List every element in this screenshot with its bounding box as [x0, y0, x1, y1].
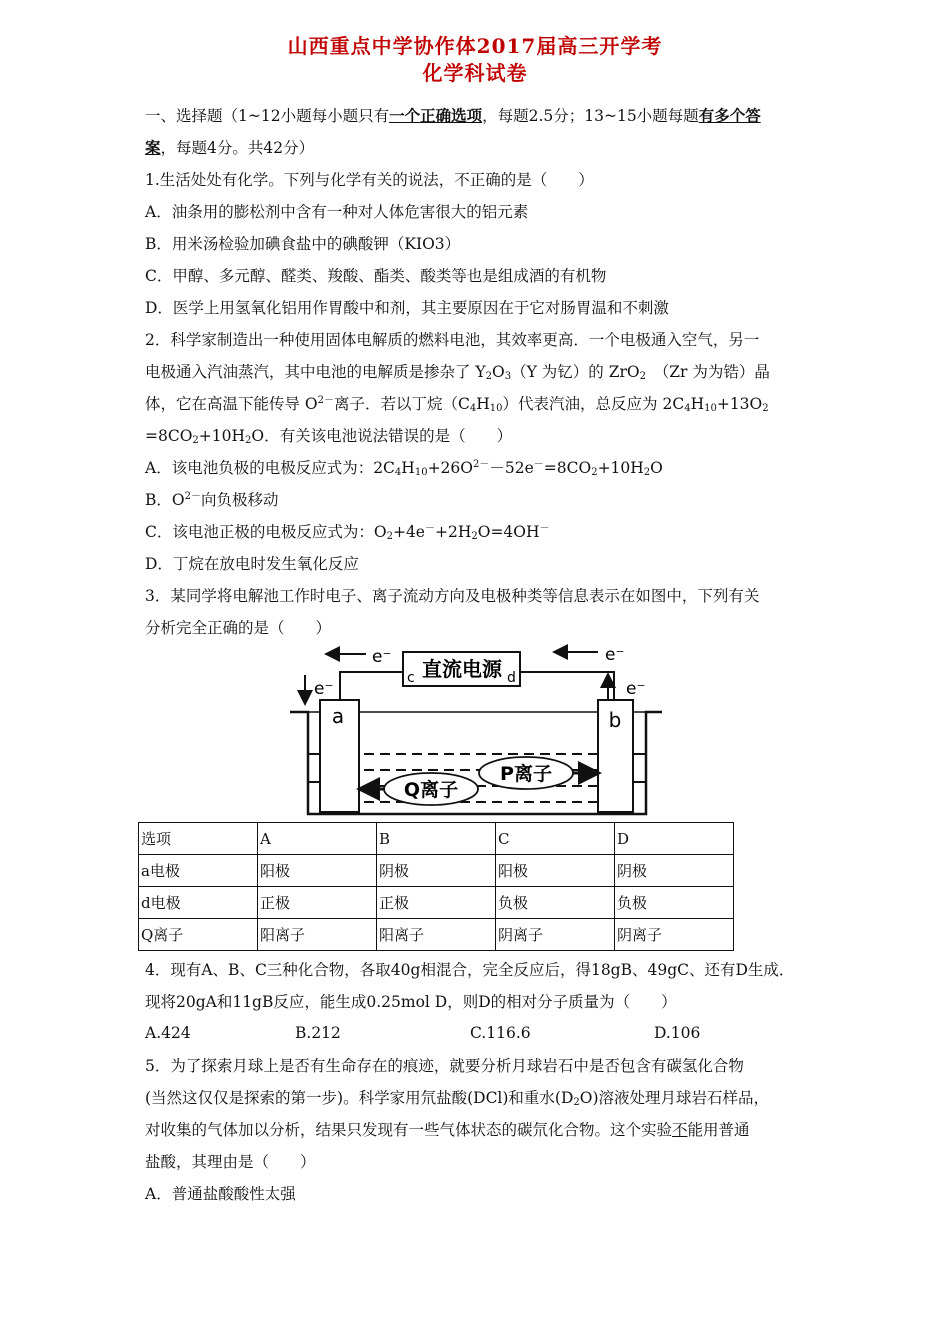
- table-cell: 阴极: [377, 855, 496, 887]
- terminal-c-label: c: [407, 670, 415, 686]
- table-row: [139, 919, 734, 951]
- q1-option-b: B．用米汤检验加碘食盐中的碘酸钾（KIO3）: [145, 235, 461, 253]
- table-cell: 阴离子: [615, 919, 734, 951]
- table-cell: Q离子: [139, 919, 258, 951]
- table-cell: 阳离子: [258, 919, 377, 951]
- q5-emph-not: 不: [672, 1121, 688, 1139]
- electrolysis-diagram: [288, 642, 668, 824]
- power-source-label: 直流电源: [422, 657, 502, 681]
- electron-label-right: e⁻: [626, 679, 646, 699]
- table-cell: A: [258, 823, 377, 855]
- intro-text: 一、选择题（1~12小题每小题只有: [145, 107, 390, 125]
- table-row: [139, 823, 734, 855]
- q5-stem-line2: (当然这仅仅是探索的第一步)。科学家用氘盐酸(DCl)和重水$(D_2O)$溶液处理月球岩石样品，: [145, 1089, 770, 1108]
- table-row: [139, 887, 734, 919]
- q3-stem-line2: 分析完全正确的是（ ）: [145, 619, 332, 637]
- section-intro-line1: [145, 106, 761, 126]
- q1-option-c: C．甲醇、多元醇、醛类、羧酸、酯类、酸类等也是组成酒的有机物: [145, 267, 607, 285]
- q2-option-c: C．该电池正极的电极反应式为：$O_2+4e^-+2H_2O=4OH^-$: [145, 523, 550, 542]
- intro-emph-multi: 有多个答: [698, 106, 761, 125]
- table-cell: 阳极: [496, 855, 615, 887]
- electrode-a-label: a: [331, 704, 345, 728]
- q1-option-d: D．医学上用氢氧化铝用作胃酸中和剂，其主要原因在于它对肠胃温和不刺激: [145, 299, 669, 317]
- intro-text: ，每题2.5分；13~15小题每题: [482, 107, 699, 125]
- q2-stem-line4: $=8CO_2+10H_2O$．有关该电池说法错误的是（ ）: [145, 427, 513, 446]
- intro-emph-single: 一个正确选项: [389, 106, 483, 125]
- section-intro-line2: [145, 138, 314, 158]
- terminal-d-label: d: [507, 670, 516, 686]
- electrode-b-label: b: [608, 708, 622, 732]
- q4-option-b: B.212: [295, 1024, 341, 1042]
- table-cell: 选项: [139, 823, 258, 855]
- q2-stem-line1: 2．科学家制造出一种使用固体电解质的燃料电池，其效率更高．一个电极通入空气，另一: [145, 331, 760, 349]
- q4-option-a: A.424: [145, 1024, 191, 1042]
- q2-stem-line3: 体，它在高温下能传导 $O^{2-}$离子．若以丁烷$(C_4H_{10})$代表汽油，总反应为 $2C_4H_{10}+13O_2$: [145, 395, 769, 414]
- q3-stem-line1: 3．某同学将电解池工作时电子、离子流动方向及电极种类等信息表示在如图中，下列有关: [145, 587, 760, 605]
- q5-stem-line1: 5．为了探索月球上是否有生命存在的痕迹，就要分析月球岩石中是否包含有碳氢化合物: [145, 1057, 744, 1075]
- table-cell: 负极: [615, 887, 734, 919]
- exam-subtitle: 化学科试卷: [422, 61, 528, 85]
- table-cell: 负极: [496, 887, 615, 919]
- table-cell: d电极: [139, 887, 258, 919]
- q5-stem-line4: 盐酸，其理由是（ ）: [145, 1153, 316, 1171]
- intro-emph-multi-end: 案: [145, 138, 161, 157]
- q-ion-label: Q离子: [403, 779, 459, 801]
- table-cell: C: [496, 823, 615, 855]
- q2-option-d: D．丁烷在放电时发生氧化反应: [145, 555, 359, 573]
- electron-label-left: e⁻: [314, 679, 334, 699]
- q1-option-a: A．油条用的膨松剂中含有一种对人体危害很大的铝元素: [145, 203, 529, 221]
- electron-label-top-right: e⁻: [605, 645, 625, 665]
- intro-text: ，每题4分。共42分）: [160, 139, 315, 157]
- q1-stem: 1.生活处处有化学。下列与化学有关的说法，不正确的是（ ）: [145, 171, 594, 189]
- electron-label-top-left: e⁻: [372, 647, 392, 667]
- table-cell: a电极: [139, 855, 258, 887]
- table-row: [139, 855, 734, 887]
- q2-option-b: B．$O^{2-}$向负极移动: [145, 491, 279, 509]
- q4-option-d: D.106: [654, 1024, 701, 1042]
- table-cell: 阴极: [615, 855, 734, 887]
- table-cell: 阳离子: [377, 919, 496, 951]
- table-cell: 阴离子: [496, 919, 615, 951]
- q2-stem-line2: 电极通入汽油蒸汽，其中电池的电解质是掺杂了 $Y_2O_3(Y$ 为钇）的 ZrO$_2$ （Zr 为为锆）晶: [145, 363, 770, 382]
- wire-left: [340, 672, 403, 700]
- q3-options-table: [138, 822, 734, 951]
- table-cell: 正极: [258, 887, 377, 919]
- q4-option-c: C.116.6: [470, 1024, 531, 1042]
- q2-option-a: A．该电池负极的电极反应式为：$2C_4H_{10}+26O^{2-}-52e^-=8CO_2+10H_2O$: [145, 459, 663, 478]
- q4-stem-line2: 现将20gA和11gB反应，能生成0.25mol D，则D的相对分子质量为（ ）: [145, 993, 677, 1011]
- p-ion-label: P离子: [500, 763, 552, 785]
- table-cell: 正极: [377, 887, 496, 919]
- q4-stem-line1: 4．现有A、B、C三种化合物，各取40g相混合，完全反应后，得18gB、49gC、还有D生成．: [145, 961, 795, 979]
- exam-title: 山西重点中学协作体2017届高三开学考: [287, 34, 663, 58]
- q5-stem-line3: 对收集的气体加以分析，结果只发现有一些气体状态的碳氘化合物。这个实验不能用普通: [145, 1121, 750, 1139]
- q5-option-a: A．普通盐酸酸性太强: [145, 1185, 296, 1203]
- wire-right: [520, 672, 614, 700]
- table-cell: D: [615, 823, 734, 855]
- table-cell: B: [377, 823, 496, 855]
- table-cell: 阳极: [258, 855, 377, 887]
